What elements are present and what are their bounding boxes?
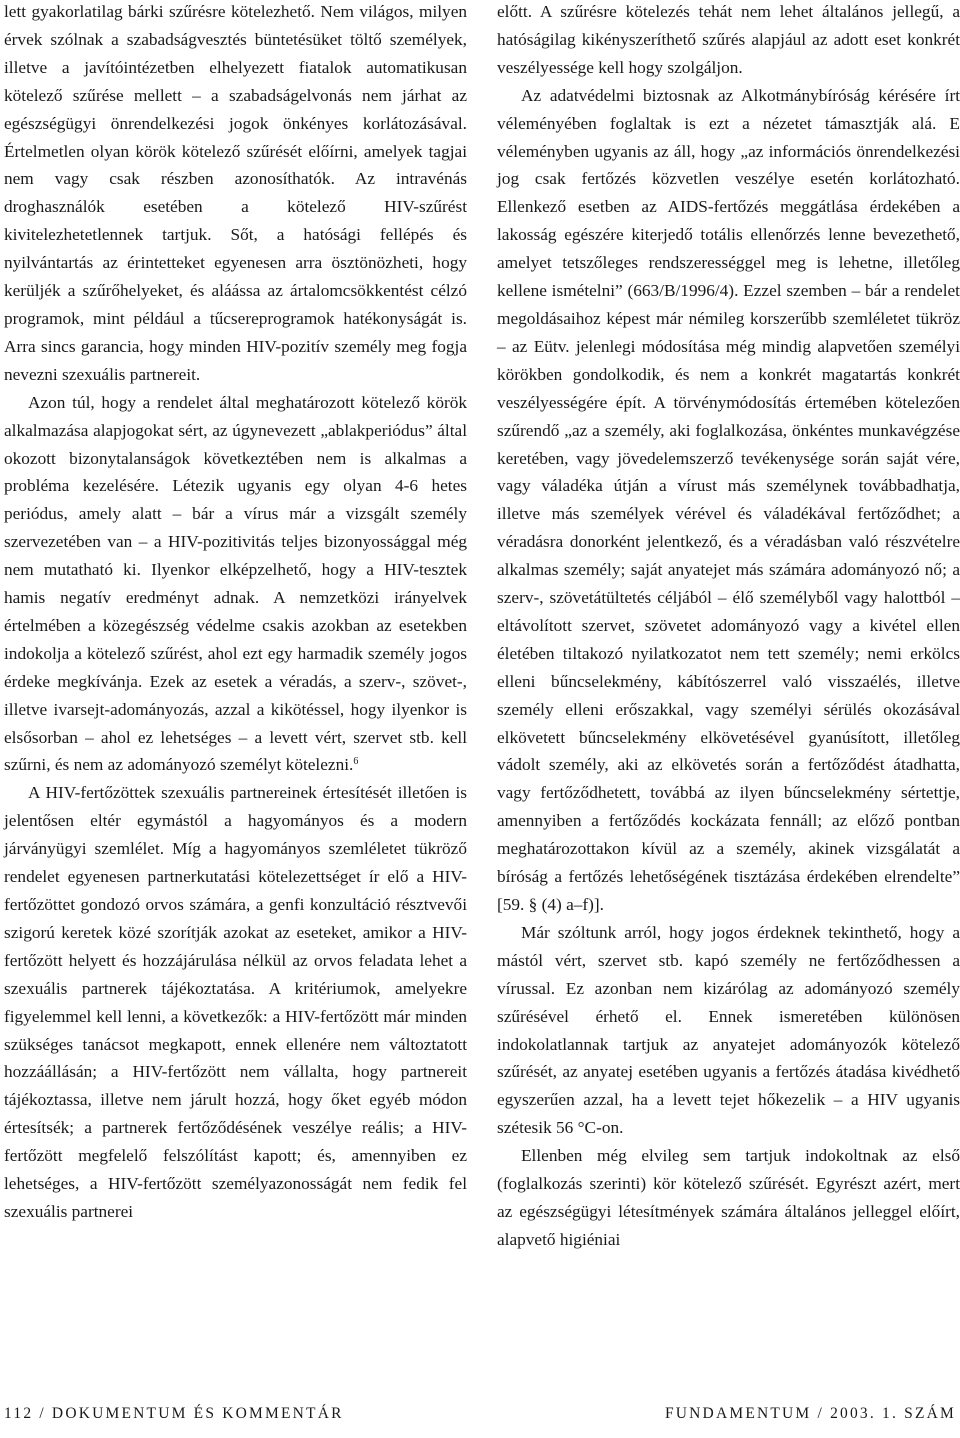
paragraph-text: Azon túl, hogy a rendelet által meghatározott kötelező körök alkalmazása alapjogokat sért, az úgynevezett „ablakperiódus” által okozott bizonytalanságok következtében nem is alkalmas a probléma kezelésére. Létezik ugyanis egy olyan 4-6 hetes periódus, amely alatt – bár a vírus már a vizsgált személy szervezetében van – a HIV-pozitivitás teljes bizonyossággal még nem mutatható ki. Ilyenkor elképzelhető, hogy a HIV-tesztek hamis negatív eredményt adnak. A nemzetközi irányelvek értelmében a közegészség védelme csakis azokban az esetekben indokolja a kötelező szűrést, ahol ezt egy harmadik személy jogos érdeke megkívánja. Ezek az esetek a véradás, a szerv-, szövet-, illetve ivarsejt-adományozás, azzal a kikötéssel, hogy ilyenkor is elsősorban – ahol ez lehetséges – a levett vért, szervet stb. kell szűrni, és nem az adományozó személyt kötelezni. bbox=[4, 392, 467, 775]
footnote-reference[interactable]: 6 bbox=[353, 756, 359, 768]
paragraph: Ellenben még elvileg sem tartjuk indokoltnak az első (foglalkozás szerinti) kör kötelező szűrését. Egyrészt azért, mert az egészségügyi létesítmények számára általános jelleggel előírt, alapvető higiéniai bbox=[497, 1146, 960, 1249]
paragraph: lett gyakorlatilag bárki szűrésre kötelezhető. Nem világos, milyen érvek szólnak a szabadságvesztés büntetésüket töltő személyek, illetve a javítóintézetben elhelyezett fiatalok automatikusan kötelező szűrése mellett – a szabadságelvonás nem járhat az egészségügyi önrendelkezési jogok önkényes korlátozásával. Értelmetlen olyan körök kötelező szűrését előírni, amelyek tagjai nem vagy csak részben azonosíthatók. Az intravénás droghasználók esetében a kötelező HIV-szűrést kivitelezhetetlennek tartjuk. Sőt, a hatósági fellépés és nyilvántartás az érintetteket egyenesen arra ösztönözheti, hogy kerüljék a szűrőhelyeket, és aláássa az ártalomcsökkentést célzó programok, mint például a tűcsereprogramok hatékonyságát is. Arra sincs garancia, hogy minden HIV-pozitív személy meg fogja nevezni szexuális partnereit. bbox=[4, 2, 467, 384]
paragraph: Az adatvédelmi biztosnak az Alkotmánybíróság kérésére írt véleményében foglaltak is ezt a nézetet támasztják alá. E véleményben ugyanis az áll, hogy „az információs önrendelkezési jog csak fertőzés közvetlen veszélye esetén korlátozható. Ellenkező esetben az AIDS-fertőzés meggátlása érdekében a lakosság egészére kiterjedő totális ellenőrzés lenne bevezethető, amelyet tetszőleges rendszerességgel meg is lehetne, illetőleg kellene ismételni” (663/B/1996/4). Ezzel szemben – bár a rendelet megoldásaihoz képest már némileg korszerűbb szemléletet tükröz – az Eütv. jelenlegi módosítása még mindig alapvetően személyi körökben gondolkodik, és nem a konkrét magatartás konkrét veszélyességére épít. A törvénymódosítás értemében kötelezően szűrendő „az a személy, aki foglalkozása, önkéntes munkavégzése keretében, vagy jövedelemszerző tevékenysége során saját vére, vagy váladéka útján a vírust más személynek továbbadhatja, illetve más személyek vérével és váladékával fertőződhet; a véradásra donorként jelentkező, és a véradásban való részvételre alkalmas személy; saját anyatejet más számára adományozó nő; a szerv-, szövetátültetés céljából – élő személyből vagy halottból – eltávolított szervet, szövetet adományozó vagy a kivétel ellen életében tiltakozó nyilatkozatot nem tett személy; nemi erkölcs elleni bűncselekmény, kábítószerrel való visszaélés, illetve személy elleni erőszakkal, vagy személyi sérülés okozásával elkövetett bűncselekmény elkövetésével gyanúsított, illetőleg vádolt személy, aki az elkövetés során a fertőződést átadhatta, vagy fertőződhetett, továbbá az ilyen bűncselekmény sértettje, amennyiben a fertőződés kockázata fennáll; az előző pontban meghatározottakon kívül az a személy, akinek vizsgálatát a bíróság a fertőzés lehetőségének tisztázása érdekében elrendelte” [59. § (4) a–f)]. bbox=[497, 85, 960, 914]
paragraph bbox=[4, 389, 467, 780]
footer-journal-issue: FUNDAMENTUM / 2003. 1. SZÁM bbox=[664, 1405, 956, 1422]
paragraph: előtt. A szűrésre kötelezés tehát nem lehet általános jellegű, a hatóságilag kikényszeríthető szűrés alapjául az adott eset konkrét veszélyessége kell hogy szolgáljon. bbox=[497, 2, 960, 77]
paragraph: A HIV-fertőzöttek szexuális partnereinek értesítését illetően is jelentősen eltér egymástól a hagyományos és a modern járványügyi szemlélet. Míg a hagyományos szemléletet tükröző rendelet egyenesen partnerkutatási kötelezettséget ír elő a HIV-fertőzöttet gondozó orvos számára, a genfi konzultáció résztvevői szigorú keretek közé szorítják azokat az eseteket, amikor a HIV-fertőzött helyett és hozzájárulása nélkül az orvos feladata lehet a szexuális partnerek tájékoztatása. A kritériumok, amelyekre figyelemmel kell lenni, a következők: a HIV-fertőzött már minden szükséges tanácsot megkapott, ennek ellenére nem változtatott hozzáállásán; a HIV-fertőzött nem vállalta, hogy partnereit tájékoztassa, illetve nem járult hozzá, hogy őket egyéb módon értesítsék; a partnerek fertőződésének veszélye reális; a HIV-fertőzött megfelelő felszólítást kapott; és, amennyiben ez lehetséges, a HIV-fertőzött személyazonosságát nem fedik fel szexuális partnerei bbox=[4, 783, 467, 1221]
left-column bbox=[4, 0, 467, 1226]
right-column bbox=[497, 0, 960, 1254]
footer-page-section: 112 / DOKUMENTUM ÉS KOMMENTÁR bbox=[4, 1405, 344, 1422]
paragraph: Már szóltunk arról, hogy jogos érdeknek tekinthető, hogy a mástól vért, szervet stb. kapó személy ne fertőződhessen a vírussal. Ez azonban nem kizárólag az adományozó személy szűrésével érhető el. Ennek ismeretében különösen indokolatlannak tartjuk az anyatejet adományozók kötelező szűrését, az anyatej esetében ugyanis a fertőzés átadása kivédhető egyszerűen azzal, ha a levett tejet hőkezelik – a HIV ugyanis szétesik 56 °C-on. bbox=[497, 922, 960, 1138]
